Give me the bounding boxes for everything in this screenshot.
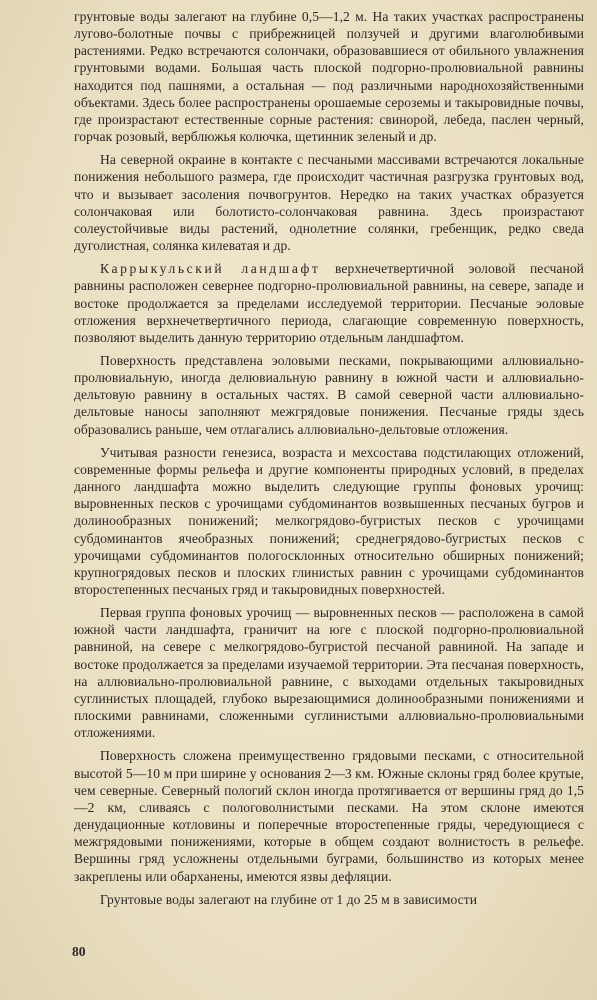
paragraph-3-text: верхнечетвертичной эоловой песчаной равнины расположен севернее подгорно-пролювиальной равнины, на севере, западе и востоке продолжается за пределами исследуемой территории. Песчаные эоловые отложения верхнечетвертичного периода, слагающие современную поверхность, позволяют выделить данную территорию отдельным ландшафтом.: [74, 261, 584, 345]
page-number: 80: [72, 944, 86, 959]
landscape-name: Каррыкульский ландшафт: [100, 261, 321, 277]
paragraph-4: Поверхность представлена эоловыми песками, покрывающими аллювиально-пролювиальную, иногда делювиальную равнину в южной части и аллювиально-дельтовую равнину в остальных частях. В самой северной части аллювиально-дельтовые наносы заполняют межгрядовые понижения. Песчаные гряды здесь образовались раньше, чем отлагались аллювиально-дельтовые отложения.: [74, 352, 584, 437]
body-text: [74, 8, 584, 914]
paragraph-3: [74, 260, 584, 346]
paragraph-2: На северной окраине в контакте с песчаными массивами встречаются локальные понижения небольшого размера, где происходит частичная разгрузка грунтовых вод, что и вызывает засоления почвогрунтов. Нередко на таких участках образуется солончаковая или болотисто-солончаковая равнина. Здесь произрастают солеустойчивые виды растений, однолетние солянки, гребенщик, редко сведа дуголистная, солянка килеватая и др.: [74, 152, 584, 254]
paragraph-6: Первая группа фоновых урочищ — выровненных песков — расположена в самой южной части ландшафта, граничит на юге с плоской подгорно-пролювиальной равниной, на севере с мелкогрядово-бугристой песчаной равниной. На западе и востоке продолжается за пределами изучаемой территории. Эта песчаная поверхность, на аллювиально-пролювиальной равнине, с выходами отдельных такыровидных суглинистых площадей, глубоко вырезающимися долинообразными понижениями и плоскими равнинами, сложенными суглинистыми аллювиально-пролювиальными отложениями.: [74, 605, 584, 741]
paragraph-7: Поверхность сложена преимущественно грядовыми песками, с относительной высотой 5—10 м при ширине у основания 2—3 км. Южные склоны гряд более крутые, чем северные. Северный пологий склон иногда протягивается от вершины гряд до 1,5—2 км, сливаясь с пологоволнистыми песками. На этом склоне имеются денудационные котловины и поперечные второстепенные гряды, чередующиеся с межгрядовыми понижениями, которые в общем создают волнистость в рельефе. Вершины гряд усложнены отдельными буграми, большинство из которых менее закреплены или обарханены, имеются язвы дефляции.: [74, 748, 584, 884]
paragraph-8: Грунтовые воды залегают на глубине от 1 до 25 м в зависимости: [100, 891, 478, 907]
paragraph-1: грунтовые воды залегают на глубине 0,5—1,2 м. На таких участках распространены лугово-болотные почвы с прибрежницей ползучей и другими влаголюбивыми растениями. Редко встречаются солончаки, образовавшиеся от обильного увлажнения грунтовыми водами. Большая часть плоской подгорно-пролювиальной равнины находится под пашнями, а остальная — под различными народнохозяйственными объектами. Здесь более распространены орошаемые сероземы и такыровидные почвы, где произрастают естественные сорные растения: свинорой, лебеда, паслен черный, горчак розовый, верблюжья колючка, щетинник зеленый и др.: [74, 9, 584, 145]
paragraph-5: Учитывая разности генезиса, возраста и мехсостава подстилающих отложений, современные формы рельефа и другие компоненты природных условий, в пределах данного ландшафта можно выделить следующие группы фоновых урочищ: выровненных песков с урочищами субдоминантов возвышенных песчаных бугров и долинообразных понижений; мелкогрядово-бугристых песков с урочищами субдоминантов ячеобразных понижений; среднегрядово-бугристых песков с урочищами субдоминантов пологосклонных относительно обширных понижений; крупногрядовых песков и плоских глинистых равнин с урочищами субдоминантов второстепенных песчаных гряд и такыровидных поверхностей.: [74, 444, 584, 597]
